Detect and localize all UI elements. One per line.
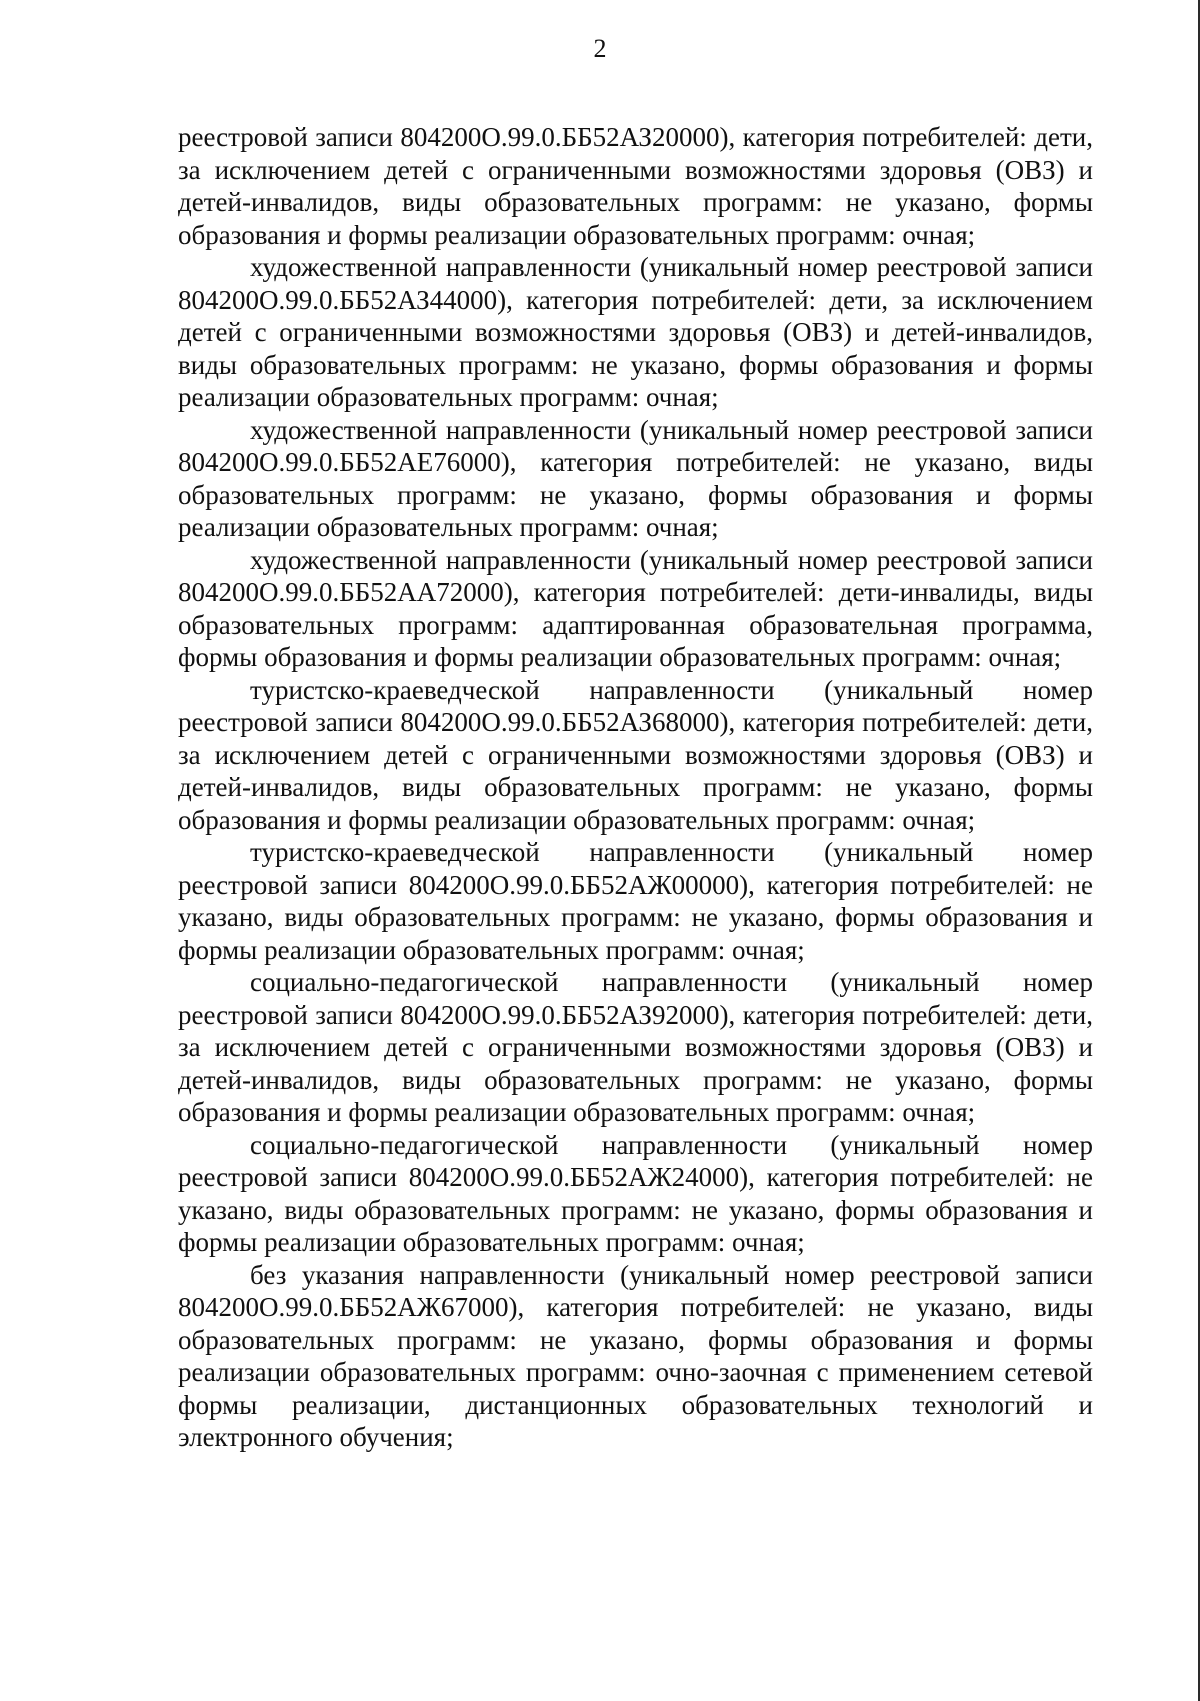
paragraph-art-registry-continuation: реестровой записи 804200О.99.0.ББ52АЗ20000), категория потребителей: дети, за исключением детей с ограниченными возможностями здоровья (ОВЗ) и детей-инвалидов, виды образовательных программ: не указано, формы образования и формы реализации образовательных программ: очная;: [178, 122, 1093, 250]
paragraph-tourism-a368000: туристско-краеведческой направленности (уникальный номер реестровой записи 804200О.99.0.ББ52АЗ68000), категория потребителей: дети, за исключением детей с ограниченными возможностями здоровья (ОВЗ) и детей-инвалидов, виды образовательных программ: не указано, формы образования и формы реализации образовательных программ: очная;: [178, 674, 1093, 835]
paragraph-art-a344000: художественной направленности (уникальный номер реестровой записи 804200О.99.0.ББ52АЗ44000), категория потребителей: дети, за исключением детей с ограниченными возможностями здоровья (ОВЗ) и детей-инвалидов, виды образовательных программ: не указано, формы образования и формы реализации образовательных программ: очная;: [178, 252, 1093, 412]
paragraph-art-e76000: художественной направленности (уникальный номер реестровой записи 804200О.99.0.ББ52АЕ76000), категория потребителей: не указано, виды образовательных программ: не указано, формы образования и формы реализации образовательных программ: очная;: [178, 414, 1093, 542]
page-number: 2: [593, 34, 607, 63]
paragraph-social-zh24000: социально-педагогической направленности (уникальный номер реестровой записи 804200О.99.0.ББ52АЖ24000), категория потребителей: не указано, виды образовательных программ: не указано, формы образования и формы реализации образовательных программ: очная;: [178, 1129, 1093, 1257]
paragraph-art-a72000: художественной направленности (уникальный номер реестровой записи 804200О.99.0.ББ52АА72000), категория потребителей: дети-инвалиды, виды образовательных программ: адаптированная образовательная программа, формы образования и формы реализации образовательных программ: очная;: [178, 544, 1093, 672]
paragraph-social-a392000: социально-педагогической направленности (уникальный номер реестровой записи 804200О.99.0.ББ52АЗ92000), категория потребителей: дети, за исключением детей с ограниченными возможностями здоровья (ОВЗ) и детей-инвалидов, виды образовательных программ: не указано, формы образования и формы реализации образовательных программ: очная;: [178, 967, 1093, 1127]
document-body: [178, 121, 1093, 1454]
paragraph-no-focus-zh67000: без указания направленности (уникальный номер реестровой записи 804200О.99.0.ББ52АЖ67000), категория потребителей: не указано, виды образовательных программ: не указано, формы образования и формы реализации образовательных программ: очно-заочная с применением сетевой формы реализации, дистанционных образовательных технологий и электронного обучения;: [178, 1259, 1093, 1452]
paragraph-tourism-zh00000: туристско-краеведческой направленности (уникальный номер реестровой записи 804200О.99.0.ББ52АЖ00000), категория потребителей: не указано, виды образовательных программ: не указано, формы образования и формы реализации образовательных программ: очная;: [178, 837, 1093, 965]
